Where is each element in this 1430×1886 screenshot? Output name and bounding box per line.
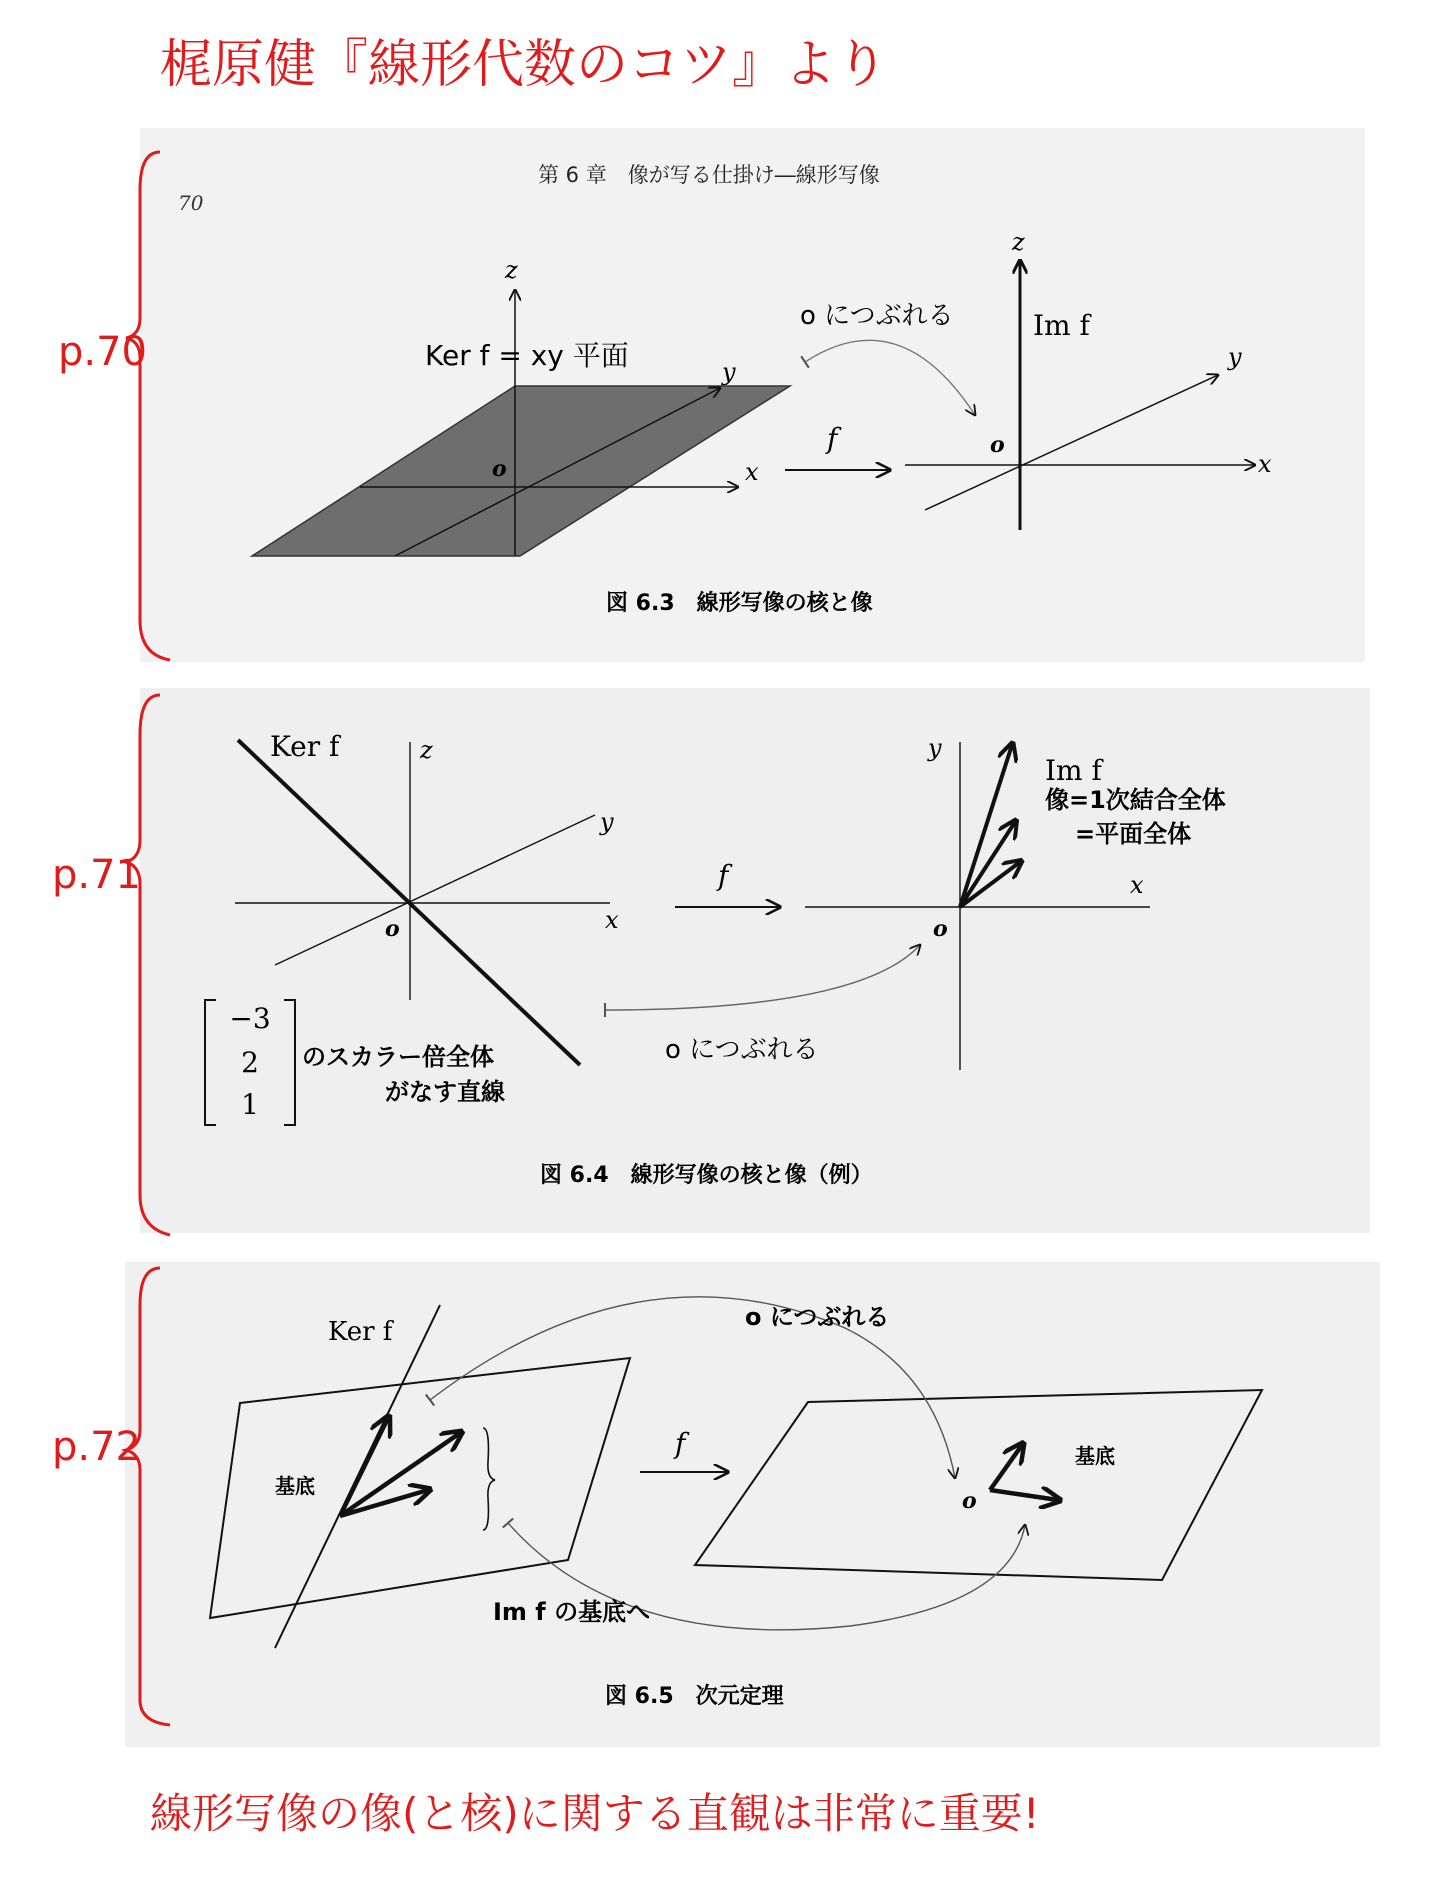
im-label: Im f — [1033, 309, 1090, 342]
crush-label: o につぶれる — [745, 1303, 890, 1331]
figure-6-5-panel — [52, 1262, 1380, 1747]
page-scan-p71 — [140, 688, 1370, 1233]
origin-label: o — [492, 456, 507, 482]
margin-label-p70: p.70 — [58, 329, 148, 375]
im-basis-label: Im f の基底へ — [493, 1598, 651, 1626]
im-label: Im f — [1045, 754, 1102, 787]
axis-x-label-right: x — [1258, 450, 1272, 478]
origin-label: o — [385, 916, 400, 942]
footer-note: 線形写像の像(と核)に関する直観は非常に重要! — [150, 1789, 1040, 1838]
margin-label-p72: p.72 — [52, 1424, 142, 1470]
axis-y-label-right: y — [928, 734, 942, 762]
running-head: 第 6 章 像が写る仕掛け―線形写像 — [538, 163, 880, 187]
crush-label: o につぶれる — [665, 1035, 819, 1065]
map-label: f — [718, 859, 729, 892]
axis-y-label-right: y — [1228, 343, 1242, 371]
axis-z-label: z — [420, 736, 433, 764]
axis-z-label: z — [505, 256, 518, 284]
axis-x-label: x — [605, 906, 619, 934]
origin-label-right: o — [990, 432, 1005, 458]
vector-entry-3: 1 — [241, 1088, 259, 1121]
basis-label-right: 基底 — [1075, 1444, 1115, 1468]
figure-6-4-panel — [52, 688, 1370, 1235]
margin-label-p71: p.71 — [52, 852, 142, 898]
caption-6-5: 図 6.5 次元定理 — [605, 1684, 784, 1709]
crush-label: o につぶれる — [800, 301, 954, 331]
map-label: f — [675, 1427, 686, 1460]
page-scan-p72 — [125, 1262, 1380, 1747]
ker-label: Ker f — [270, 730, 340, 763]
vector-entry-2: 2 — [241, 1046, 259, 1079]
ker-label: Ker f — [328, 1317, 393, 1347]
im-note-2: =平面全体 — [1075, 820, 1192, 848]
vector-entry-1: −3 — [229, 1002, 271, 1035]
axis-y-label: y — [722, 358, 736, 386]
figure-6-3-panel — [58, 128, 1365, 662]
im-note-1: 像=1次結合全体 — [1045, 786, 1226, 814]
caption-6-3: 図 6.3 線形写像の核と像 — [606, 591, 873, 616]
map-label: f — [827, 422, 838, 455]
line-note-2: がなす直線 — [385, 1078, 505, 1106]
origin-label-right: o — [933, 916, 948, 942]
page-number: 70 — [178, 191, 204, 215]
basis-label-left: 基底 — [275, 1474, 315, 1498]
line-note-1: のスカラー倍全体 — [302, 1043, 494, 1071]
origin-label: o — [962, 1488, 977, 1514]
caption-6-4: 図 6.4 線形写像の核と像（例） — [540, 1163, 873, 1188]
header-note: 梶原健『線形代数のコツ』より — [160, 35, 889, 95]
axis-y-label: y — [600, 808, 614, 836]
axis-z-label-right: z — [1012, 228, 1025, 256]
axis-x-label: x — [745, 458, 759, 486]
axis-x-label-right: x — [1130, 871, 1144, 899]
ker-label: Ker f = xy 平面 — [425, 339, 629, 372]
